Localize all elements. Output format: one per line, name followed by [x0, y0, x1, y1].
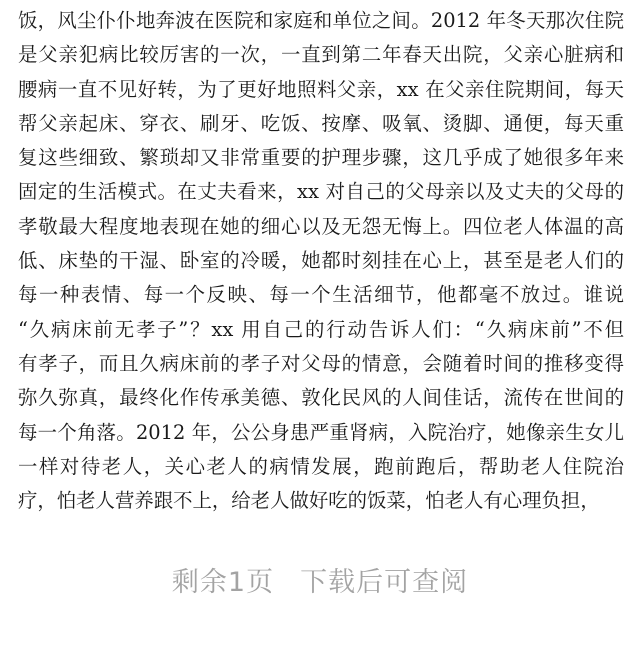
remaining-pages-label: 剩余1页 — [171, 567, 275, 598]
remaining-pages-banner[interactable] — [0, 560, 640, 599]
text-line: 固定的生活模式。在丈夫看来，xx 对自己的父母亲以及丈夫的父母的 — [18, 180, 624, 204]
text-line: 饭，风尘仆仆地奔波在医院和家庭和单位之间。2012 年冬天那次住院 — [18, 9, 624, 32]
text-line: 复这些细致、繁琐却又非常重要的护理步骤，这几乎成了她很多年来 — [18, 146, 624, 170]
text-line: 腰病一直不见好转，为了更好地照料父亲，xx 在父亲住院期间，每天 — [18, 77, 624, 101]
text-line: 是父亲犯病比较厉害的一次，一直到第二年春天出院，父亲心脏病和 — [18, 43, 624, 67]
download-hint-label: 下载后可查阅 — [300, 567, 469, 598]
text-line: 帮父亲起床、穿衣、刷牙、吃饭、按摩、吸氧、烫脚、通便，每天重 — [18, 111, 624, 135]
text-line: 一样对待老人，关心老人的病情发展，跑前跑后，帮助老人住院治 — [18, 454, 624, 478]
document-body — [18, 4, 624, 518]
text-line: 低、床垫的干湿、卧室的冷暖，她都时刻挂在心上，甚至是老人们的 — [18, 249, 624, 273]
text-line: “久病床前无孝子”？xx 用自己的行动告诉人们：“久病床前”不但 — [18, 317, 624, 341]
text-line: 每一种表情、每一个反映、每一个生活细节，他都毫不放过。谁说 — [18, 283, 624, 307]
text-line: 疗，怕老人营养跟不上，给老人做好吃的饭菜，怕老人有心理负担， — [18, 489, 600, 513]
text-line: 孝敬最大程度地表现在她的细心以及无怨无悔上。四位老人体温的高 — [18, 214, 624, 238]
text-line: 弥久弥真，最终化作传承美德、敦化民风的人间佳话，流传在世间的 — [18, 386, 624, 410]
text-line: 有孝子，而且久病床前的孝子对父母的情意，会随着时间的推移变得 — [18, 351, 624, 375]
text-line: 每一个角落。2012 年，公公身患严重肾病，入院治疗，她像亲生女儿 — [18, 420, 624, 444]
